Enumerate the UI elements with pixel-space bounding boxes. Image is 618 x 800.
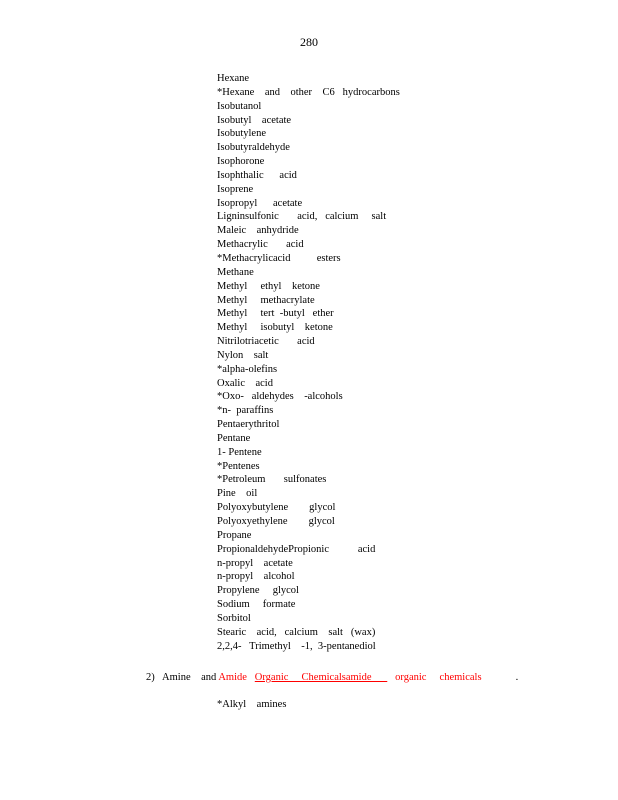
section-prefix: 2) Amine and (146, 672, 219, 683)
list-item: Polyoxyethylene glycol (217, 516, 335, 527)
list-item: Propane (217, 529, 252, 541)
section-suffix: . (481, 672, 519, 683)
list-item: Pentane (217, 432, 251, 444)
list-item: Isopropyl acetate (217, 197, 303, 209)
list-item: n-propyl alcohol (217, 571, 295, 583)
list-item: *Oxo- aldehydes -alcohols (217, 391, 343, 403)
section-heading (146, 671, 518, 685)
list-item: Propylene glycol (217, 585, 299, 597)
list-item: Pine oil (217, 488, 258, 500)
list-item: PropionaldehydePropionic acid (217, 543, 376, 555)
section-red-lead: Amide (218, 672, 255, 683)
list-item: Stearic acid, calcium salt (wax) (217, 626, 376, 638)
list-item: *Petroleum sulfonates (217, 474, 327, 486)
list-item: 1- Pentene (217, 446, 262, 458)
chemical-list (217, 72, 400, 653)
list-item: *alpha-olefins (217, 363, 278, 375)
list-item: Polyoxybutylene glycol (217, 502, 336, 514)
list-item: Isobutyl acetate (217, 114, 292, 126)
sub-list-item: *Alkyl amines (217, 699, 287, 710)
list-item: Isoprene (217, 183, 254, 195)
list-item: Isophorone (217, 156, 265, 168)
list-item: 2,2,4- Trimethyl -1, 3-pentanediol (217, 640, 376, 652)
list-item: *n- paraffins (217, 405, 274, 417)
list-item: *Hexane and other C6 hydrocarbons (217, 86, 400, 98)
list-item: *Methacrylicacid esters (217, 252, 341, 264)
list-item: Methane (217, 266, 254, 278)
list-item: Isobutyraldehyde (217, 142, 290, 154)
list-item: Sorbitol (217, 612, 251, 624)
page-number: 280 (300, 35, 318, 49)
list-item: Methyl isobutyl ketone (217, 322, 333, 334)
list-item: Methacrylic acid (217, 239, 304, 251)
list-item: Pentaerythritol (217, 419, 280, 431)
list-item: n-propyl acetate (217, 557, 293, 569)
organic-chemicals-link[interactable]: Organic Chemicalsamide (254, 672, 388, 683)
list-item: Hexane (217, 73, 250, 84)
list-item: Ligninsulfonic acid, calcium salt (217, 211, 387, 223)
list-item: Maleic anhydride (217, 225, 299, 237)
list-item: Isophthalic acid (217, 169, 297, 181)
list-item: Sodium formate (217, 599, 296, 611)
list-item: Nylon salt (217, 349, 269, 361)
list-item: Nitrilotriacetic acid (217, 336, 315, 348)
section-red-tail: organic chemicals (387, 672, 482, 683)
list-item: Methyl ethyl ketone (217, 280, 320, 292)
list-item: Oxalic acid (217, 377, 273, 389)
list-item: Isobutanol (217, 100, 262, 112)
list-item: Methyl tert -butyl ether (217, 308, 334, 320)
list-item: *Pentenes (217, 460, 260, 472)
list-item: Isobutylene (217, 128, 266, 140)
list-item: Methyl methacrylate (217, 294, 315, 306)
